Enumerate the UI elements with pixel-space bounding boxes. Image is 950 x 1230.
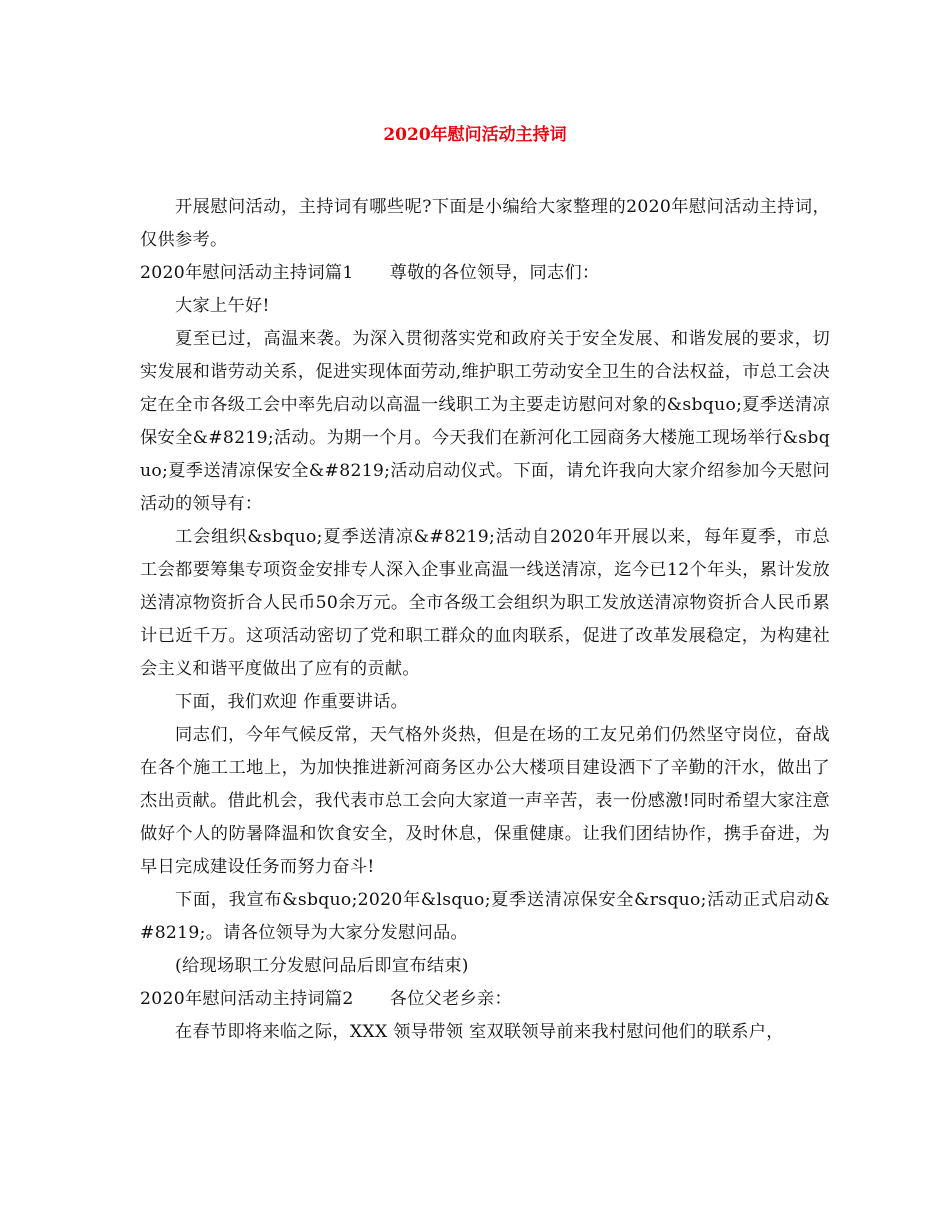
- section-2-paragraph-1: 在春节即将来临之际，XXX 领导带领 室双联领导前来我村慰问他们的联系户，: [175, 1022, 784, 1042]
- section-1-paragraph-6: (给现场职工分发慰问品后即宣布结束): [175, 956, 469, 976]
- section-1-paragraph-4: 同志们，今年气候反常，天气格外炎热，但是在场的工友兄弟们仍然坚守岗位，奋战在各个施工工地上，为加快推进新河商务区办公大楼项目建设洒下了辛勤的汗水，做出了杰出贡献。借此机会，我代表市总工会向大家道一声辛苦，表一份感激!同时希望大家注意做好个人的防暑降温和饮食安全，及时休息，保重健康。让我们团结协作，携手奋进，为早日完成建设任务而努力奋斗!: [140, 725, 830, 877]
- section-1-heading: [140, 257, 830, 290]
- document-title: 2020年慰问活动主持词: [383, 125, 567, 145]
- section-1-salutation: 尊敬的各位领导，同志们：: [389, 263, 600, 283]
- section-1-greeting: 大家上午好!: [175, 296, 270, 316]
- section-2-salutation: 各位父老乡亲：: [389, 989, 512, 1009]
- section-1-paragraph-2: 工会组织&sbquo;夏季送清凉&#8219;活动自2020年开展以来，每年夏季，市总工会都要筹集专项资金安排专人深入企事业高温一线送清凉，迄今已12个年头，累计发放送清凉物资折合人民币50余万元。全市各级工会组织为职工发放送清凉物资折合人民币累计已近千万。这项活动密切了党和职工群众的血肉联系，促进了改革发展稳定，为构建社会主义和谐平度做出了应有的贡献。: [140, 527, 830, 679]
- section-1-paragraph-1: 夏至已过，高温来袭。为深入贯彻落实党和政府关于安全发展、和谐发展的要求，切实发展和谐劳动关系，促进实现体面劳动,维护职工劳动安全卫生的合法权益，市总工会决定在全市各级工会中率先启动以高温一线职工为主要走访慰问对象的&sbquo;夏季送清凉保安全&#8219;活动。为期一个月。今天我们在新河化工园商务大楼施工现场举行&sbquo;夏季送清凉保安全&#8219;活动启动仪式。下面，请允许我向大家介绍参加今天慰问活动的领导有：: [140, 329, 830, 514]
- section-1-title: 2020年慰问活动主持词篇1: [140, 263, 354, 283]
- section-1-paragraph-3: 下面，我们欢迎 作重要讲话。: [175, 692, 409, 712]
- section-1-paragraph-5: 下面，我宣布&sbquo;2020年&lsquo;夏季送清凉保安全&rsquo;活动正式启动&#8219;。请各位领导为大家分发慰问品。: [140, 890, 830, 943]
- document-body: [140, 191, 830, 1049]
- section-2-title: 2020年慰问活动主持词篇2: [140, 989, 354, 1009]
- section-2-heading: [140, 983, 830, 1016]
- intro-paragraph: 开展慰问活动，主持词有哪些呢?下面是小编给大家整理的2020年慰问活动主持词，仅供参考。: [140, 197, 830, 250]
